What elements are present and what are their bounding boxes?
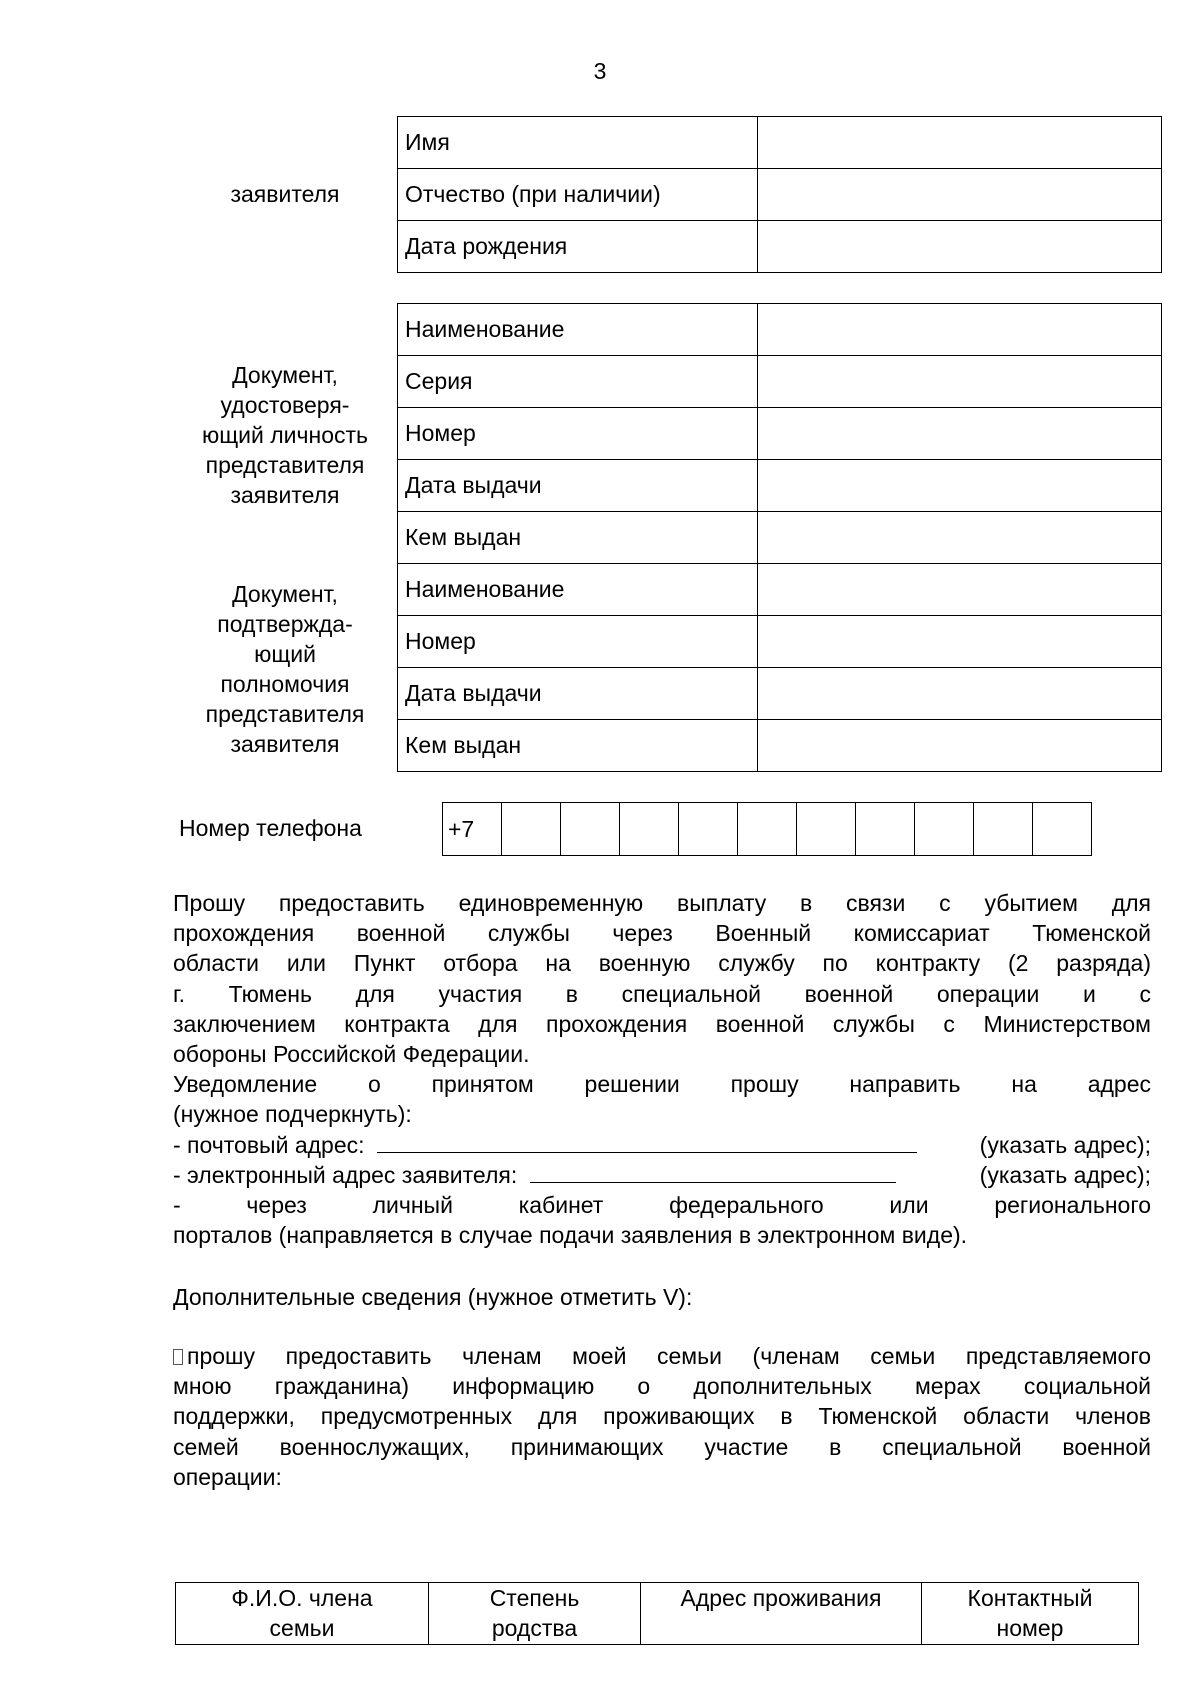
notification-line: (нужное подчеркнуть): xyxy=(173,1101,412,1128)
phone-digit-box[interactable] xyxy=(502,803,561,856)
applicant-first-name-field[interactable] xyxy=(758,117,1162,169)
text-line: обороны Российской Федерации. xyxy=(173,1041,530,1068)
id-doc-name-label: Наименование xyxy=(398,304,758,356)
header-line: номер xyxy=(996,1615,1064,1641)
phone-label: Номер телефона xyxy=(179,815,362,841)
email-address-hint: (указать адрес); xyxy=(979,1161,1151,1188)
applicant-birth-date-label: Дата рождения xyxy=(398,221,758,273)
auth-doc-issue-date-label: Дата выдачи xyxy=(398,668,758,720)
notification-line: Уведомление о принятом решении прошу направить на адрес xyxy=(173,1071,1151,1098)
phone-digit-box[interactable] xyxy=(738,803,797,856)
postal-address-field[interactable] xyxy=(377,1132,917,1153)
header-line: Контактный xyxy=(967,1585,1093,1611)
id-doc-series-field[interactable] xyxy=(758,356,1162,408)
email-address-label: - электронный адрес заявителя: xyxy=(173,1161,518,1188)
header-contact-number xyxy=(922,1583,1139,1645)
id-doc-series-label: Серия xyxy=(398,356,758,408)
id-doc-issued-by-label: Кем выдан xyxy=(398,512,758,564)
auth-doc-issued-by-field[interactable] xyxy=(758,720,1162,772)
request-paragraph xyxy=(173,888,1151,1250)
table-row xyxy=(398,564,1162,616)
phone-prefix: +7 xyxy=(443,803,502,856)
postal-address-line xyxy=(173,1130,1151,1160)
text-line: мною гражданина) информацию о дополнительных мерах социальной xyxy=(173,1373,1151,1400)
auth-doc-issue-date-field[interactable] xyxy=(758,668,1162,720)
auth-doc-issued-by-label: Кем выдан xyxy=(398,720,758,772)
applicant-side-label: заявителя xyxy=(230,181,340,207)
text-line: прохождения военной службы через Военный комиссариат Тюменской xyxy=(173,920,1151,947)
phone-digit-boxes xyxy=(442,802,1092,856)
label-line: удостоверя- xyxy=(220,392,350,418)
family-members-table xyxy=(175,1582,1139,1645)
phone-digit-box[interactable] xyxy=(1033,803,1092,856)
text-line: области или Пункт отбора на военную службу по контракту (2 разряда) xyxy=(173,950,1151,977)
header-relationship xyxy=(429,1583,641,1645)
table-row xyxy=(398,616,1162,668)
id-doc-name-field[interactable] xyxy=(758,304,1162,356)
table-row xyxy=(398,221,1162,273)
id-doc-number-label: Номер xyxy=(398,408,758,460)
email-address-field[interactable] xyxy=(530,1162,896,1183)
applicant-patronymic-field[interactable] xyxy=(758,169,1162,221)
phone-digit-box[interactable] xyxy=(561,803,620,856)
rep-identity-doc-label xyxy=(180,360,390,510)
id-doc-issue-date-label: Дата выдачи xyxy=(398,460,758,512)
text-line xyxy=(173,1341,1151,1371)
rep-authority-doc-label xyxy=(180,579,390,759)
header-line: семьи xyxy=(269,1615,335,1641)
table-header-row xyxy=(176,1583,1139,1645)
header-line: родства xyxy=(491,1615,578,1641)
text-line: г. Тюмень для участия в специальной военной операции и с xyxy=(173,980,1151,1007)
table-row xyxy=(398,356,1162,408)
id-doc-issue-date-field[interactable] xyxy=(758,460,1162,512)
applicant-patronymic-label: Отчество (при наличии) xyxy=(398,169,758,221)
label-line: ющий личность xyxy=(201,422,369,448)
label-line: подтвержда- xyxy=(217,611,353,637)
header-line: Адрес проживания xyxy=(680,1585,882,1611)
portal-line: порталов (направляется в случае подачи заявления в электронном виде). xyxy=(173,1222,968,1249)
label-line: заявителя xyxy=(230,482,340,508)
postal-address-hint: (указать адрес); xyxy=(979,1131,1151,1158)
additional-title: Дополнительные сведения (нужное отметить V): xyxy=(173,1284,693,1310)
label-line: представителя xyxy=(205,452,365,478)
table-row xyxy=(398,408,1162,460)
table-row xyxy=(398,720,1162,772)
applicant-birth-date-field[interactable] xyxy=(758,221,1162,273)
text-line: Прошу предоставить единовременную выплату в связи с убытием для xyxy=(173,890,1151,916)
page-number: 3 xyxy=(593,58,607,84)
documents-table xyxy=(397,303,1162,772)
label-line: ющий xyxy=(254,641,316,667)
id-doc-number-field[interactable] xyxy=(758,408,1162,460)
text-line: семей военнослужащих, принимающих участие в специальной военной xyxy=(173,1433,1151,1460)
auth-doc-number-field[interactable] xyxy=(758,616,1162,668)
portal-line: - через личный кабинет федерального или регионального xyxy=(173,1192,1151,1219)
auth-doc-name-label: Наименование xyxy=(398,564,758,616)
text-line: заключением контракта для прохождения военной службы с Министерством xyxy=(173,1010,1151,1037)
applicant-first-name-label: Имя xyxy=(398,117,758,169)
email-address-line xyxy=(173,1160,1151,1190)
header-line: Степень xyxy=(489,1585,580,1611)
table-row xyxy=(398,304,1162,356)
header-line: Ф.И.О. члена xyxy=(231,1585,373,1611)
phone-digit-box[interactable] xyxy=(974,803,1033,856)
text-line: поддержки, предусмотренных для проживающих в Тюменской области членов xyxy=(173,1403,1151,1430)
phone-digit-box[interactable] xyxy=(679,803,738,856)
header-address xyxy=(641,1583,922,1645)
label-line: представителя xyxy=(205,701,365,727)
table-row xyxy=(398,117,1162,169)
label-line: заявителя xyxy=(230,731,340,757)
additional-paragraph xyxy=(173,1341,1151,1492)
label-line: Документ, xyxy=(232,581,338,607)
table-row xyxy=(398,169,1162,221)
phone-digit-box[interactable] xyxy=(915,803,974,856)
id-doc-issued-by-field[interactable] xyxy=(758,512,1162,564)
table-row xyxy=(398,512,1162,564)
phone-digit-box[interactable] xyxy=(856,803,915,856)
label-line: Документ, xyxy=(232,362,338,388)
table-row xyxy=(398,668,1162,720)
auth-doc-number-label: Номер xyxy=(398,616,758,668)
label-line: полномочия xyxy=(220,671,350,697)
table-row xyxy=(398,460,1162,512)
applicant-table xyxy=(397,116,1162,273)
auth-doc-name-field[interactable] xyxy=(758,564,1162,616)
phone-digit-box[interactable] xyxy=(620,803,679,856)
header-full-name xyxy=(176,1583,429,1645)
text-line: операции: xyxy=(173,1463,282,1490)
checkbox-icon[interactable] xyxy=(173,1349,183,1365)
postal-address-label: - почтовый адрес: xyxy=(173,1131,365,1158)
additional-first-line: прошу предоставить членам моей семьи (членам семьи представляемого xyxy=(187,1343,1151,1369)
phone-digit-box[interactable] xyxy=(797,803,856,856)
